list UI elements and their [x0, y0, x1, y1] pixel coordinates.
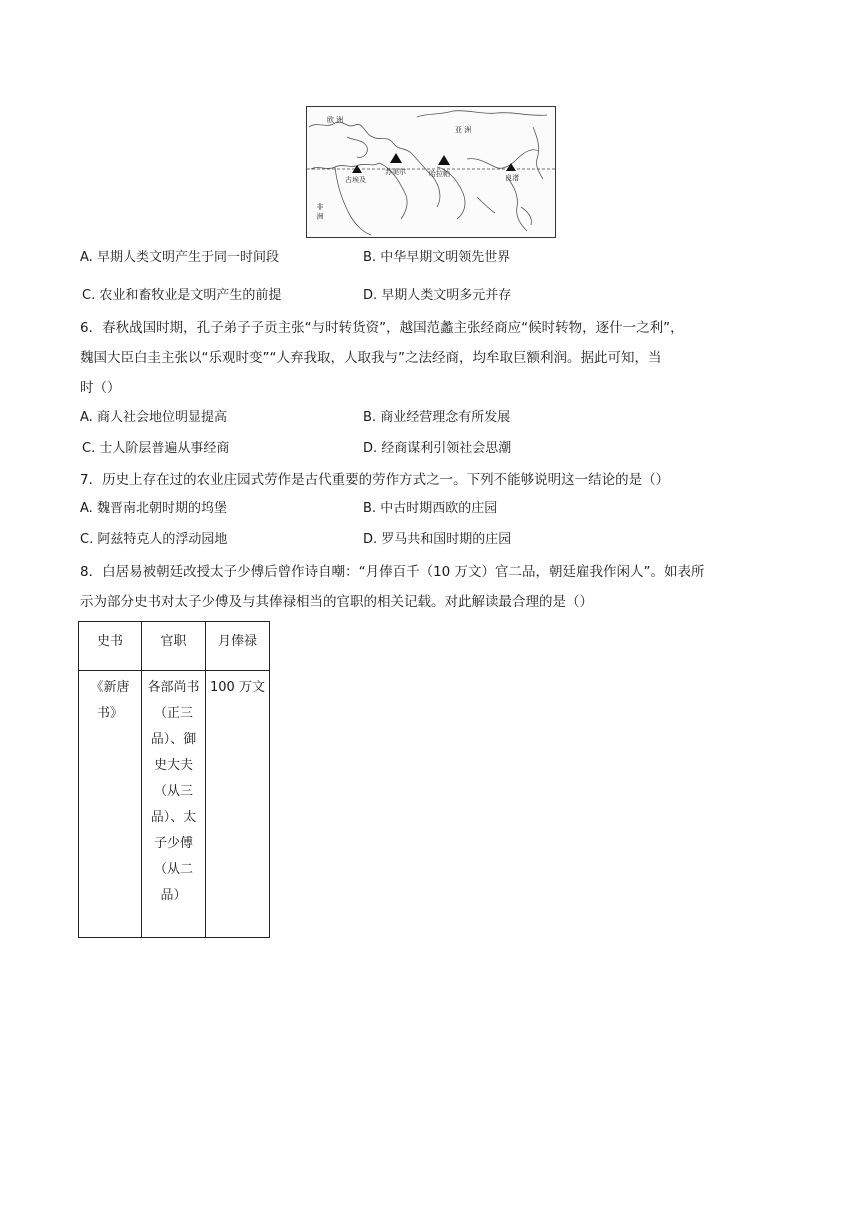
map-label-india: 哈拉帕: [429, 170, 450, 178]
map-label-egypt: 古埃及: [345, 176, 366, 184]
table-row: [79, 671, 270, 938]
option-text: 中华早期文明领先世界: [380, 250, 511, 265]
question-6-stem: [80, 313, 780, 403]
option-letter: D.: [363, 532, 378, 547]
cell-line: 史大夫: [153, 758, 193, 773]
option-text: 经商谋利引领社会思潮: [381, 441, 512, 456]
q8-stem-line: 示为部分史书对太子少傅及与其俸禄相当的官职的相关记载。对此解读最合理的是（）: [80, 594, 593, 610]
q7-option-a[interactable]: [80, 500, 227, 518]
ancient-civilizations-map: [306, 106, 556, 238]
cell-line: （从三: [153, 784, 193, 799]
q7-stem-line: 7．历史上存在过的农业庄园式劳作是古代重要的劳作方式之一。下列不能够说明这一结论的是（）: [80, 472, 670, 488]
option-letter: B.: [363, 250, 377, 265]
q6-stem-line: 时（）: [80, 380, 121, 396]
option-letter: D.: [363, 441, 378, 456]
q6-option-a[interactable]: [80, 409, 227, 427]
map-label-africa: 非 洲: [316, 203, 324, 220]
option-letter: B.: [363, 501, 377, 516]
cell-line: （正三: [153, 706, 193, 721]
option-letter: A.: [80, 410, 93, 425]
q5-option-c[interactable]: [82, 287, 281, 305]
option-letter: C.: [82, 441, 96, 456]
q5-option-a[interactable]: [80, 249, 279, 267]
option-text: 商人社会地位明显提高: [96, 410, 227, 425]
option-letter: C.: [80, 532, 94, 547]
option-text: 早期人类文明多元并存: [381, 288, 512, 303]
map-label-mesopotamia: 苏美尔: [385, 168, 406, 176]
option-letter: A.: [80, 501, 93, 516]
header-cell-salary: [206, 622, 270, 671]
q7-option-b[interactable]: [363, 500, 497, 518]
option-text: 阿兹特克人的浮动园地: [97, 532, 228, 547]
option-text: 农业和畜牧业是文明产生的前提: [99, 288, 282, 303]
option-text: 士人阶层普遍从事经商: [99, 441, 230, 456]
cell-line: 书》: [96, 706, 123, 721]
header-text: 官职: [160, 634, 187, 649]
cell-line: （从二: [153, 862, 193, 877]
map-label-europe: 欧 洲: [327, 116, 344, 124]
option-letter: C.: [82, 288, 96, 303]
option-text: 罗马共和国时期的庄园: [381, 532, 512, 547]
q5-option-b[interactable]: [363, 249, 510, 267]
q6-option-d[interactable]: [363, 440, 511, 458]
cell-line: 品）: [160, 888, 187, 903]
salary-value: 100 万文: [210, 680, 265, 695]
question-7-stem: [80, 465, 780, 495]
header-cell-office: [142, 622, 206, 671]
q5-option-d[interactable]: [363, 287, 511, 305]
cell-line: 品）、太: [150, 810, 197, 825]
option-letter: A.: [80, 250, 93, 265]
question-8-stem: [80, 557, 780, 617]
cell-line: 子少傅: [153, 836, 193, 851]
q7-option-d[interactable]: [363, 531, 511, 549]
q6-stem-line: 6．春秋战国时期，孔子弟子子贡主张“与时转货资”，越国范蠡主张经商应“候时转物，逐什一之利”，: [80, 320, 684, 336]
q6-option-b[interactable]: [363, 409, 510, 427]
option-letter: B.: [363, 410, 377, 425]
q6-stem-line: 魏国大臣白圭主张以“乐观时变”“人弃我取，人取我与”之法经商，均牟取巨额利润。据此可知，当: [80, 350, 662, 366]
cell-book: [79, 671, 142, 938]
cell-line: 品）、御: [150, 732, 197, 747]
table-header-row: [79, 622, 270, 671]
option-text: 早期人类文明产生于同一时间段: [96, 250, 279, 265]
map-label-asia: 亚 洲: [455, 126, 472, 134]
cell-line: 《新唐: [90, 680, 130, 695]
cell-office: [142, 671, 206, 938]
option-text: 中古时期西欧的庄园: [380, 501, 498, 516]
option-text: 魏晋南北朝时期的坞堡: [96, 501, 227, 516]
q8-stem-line: 8．白居易被朝廷改授太子少傅后曾作诗自嘲：“月俸百千（10 万文）官二品，朝廷雇我作闲人”。如表所: [80, 564, 705, 580]
q7-option-c[interactable]: [80, 531, 227, 549]
option-letter: D.: [363, 288, 378, 303]
map-label-china: 良渚: [505, 174, 519, 182]
header-cell-book: [79, 622, 142, 671]
q6-option-c[interactable]: [82, 440, 229, 458]
cell-salary: [206, 671, 270, 938]
cell-line: 各部尚书: [147, 680, 200, 695]
salary-table: [78, 621, 270, 938]
header-text: 史书: [96, 634, 123, 649]
header-text: 月俸禄: [217, 634, 257, 649]
option-text: 商业经营理念有所发展: [380, 410, 511, 425]
